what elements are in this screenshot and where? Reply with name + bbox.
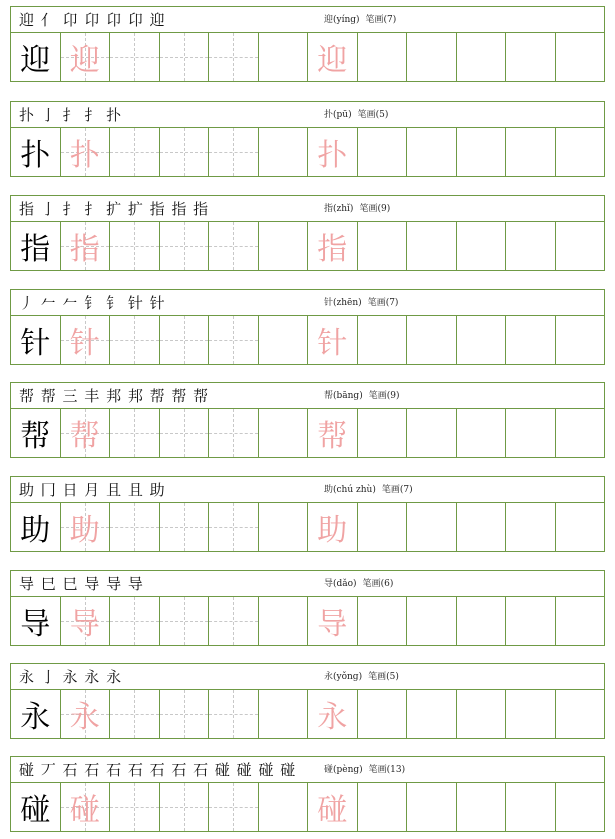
practice-cell[interactable] [259, 409, 309, 457]
stroke-order-row [10, 663, 605, 690]
practice-cell[interactable] [457, 783, 507, 831]
practice-cell[interactable] [358, 597, 408, 645]
trace-character: 永 [69, 700, 100, 735]
trace-cell[interactable] [61, 128, 111, 176]
practice-cell[interactable] [457, 222, 507, 270]
practice-cell[interactable] [160, 597, 210, 645]
model-character: 指 [20, 232, 51, 267]
practice-cell[interactable] [160, 690, 210, 738]
stroke-count-label: 笔画(7) [365, 15, 397, 25]
practice-cell[interactable] [457, 503, 507, 551]
trace-cell[interactable] [308, 690, 358, 738]
practice-cell[interactable] [506, 503, 556, 551]
stroke-sequence: 永 亅 永 永 永 [19, 668, 123, 686]
practice-cell[interactable] [457, 690, 507, 738]
stroke-count-label: 笔画(13) [368, 765, 406, 775]
writing-grid [10, 502, 605, 552]
practice-cell[interactable] [506, 597, 556, 645]
pinyin-label: 迎(yíng) [324, 15, 360, 25]
model-character: 永 [20, 700, 51, 735]
practice-cell[interactable] [556, 503, 605, 551]
pinyin-label: 针(zhēn) [324, 298, 362, 308]
pinyin-label: 指(zhǐ) [324, 204, 354, 214]
stroke-order-row [10, 6, 605, 33]
practice-cell[interactable] [110, 503, 160, 551]
practice-cell[interactable] [457, 128, 507, 176]
model-cell[interactable] [11, 503, 61, 551]
pinyin-label: 助(chú zhù) [324, 485, 376, 495]
practice-cell[interactable] [259, 222, 309, 270]
practice-cell[interactable] [556, 783, 605, 831]
model-character: 助 [20, 513, 51, 548]
pinyin-info [324, 577, 399, 591]
model-character: 帮 [20, 419, 51, 454]
stroke-count-label: 笔画(5) [368, 672, 399, 682]
trace-character: 助 [69, 513, 100, 548]
pinyin-info [324, 108, 394, 122]
practice-cell[interactable] [110, 128, 160, 176]
practice-cell[interactable] [556, 690, 605, 738]
model-cell[interactable] [11, 690, 61, 738]
trace-character: 迎 [317, 43, 348, 78]
trace-cell[interactable] [61, 33, 111, 81]
stroke-order-row [10, 101, 605, 128]
practice-cell[interactable] [110, 33, 160, 81]
stroke-order-row [10, 570, 605, 597]
practice-cell[interactable] [506, 783, 556, 831]
trace-character: 扑 [317, 138, 348, 173]
practice-cell[interactable] [457, 33, 507, 81]
pinyin-info [324, 202, 396, 216]
practice-cell[interactable] [209, 409, 259, 457]
trace-character: 指 [317, 232, 348, 267]
practice-cell[interactable] [259, 33, 309, 81]
pinyin-label: 扑(pū) [324, 110, 352, 120]
practice-cell[interactable] [209, 503, 259, 551]
writing-grid [10, 127, 605, 177]
practice-cell[interactable] [209, 783, 259, 831]
stroke-count-label: 笔画(5) [357, 110, 389, 120]
pinyin-label: 帮(bāng) [324, 391, 363, 401]
practice-cell[interactable] [259, 503, 309, 551]
trace-cell[interactable] [61, 409, 111, 457]
model-cell[interactable] [11, 597, 61, 645]
practice-cell[interactable] [407, 316, 457, 364]
trace-character: 助 [317, 513, 348, 548]
writing-grid [10, 689, 605, 739]
trace-character: 针 [317, 326, 348, 361]
practice-cell[interactable] [358, 690, 408, 738]
model-character: 针 [20, 326, 51, 361]
practice-cell[interactable] [556, 128, 605, 176]
writing-grid [10, 596, 605, 646]
pinyin-info [324, 670, 405, 684]
stroke-sequence: 导 巳 巳 导 导 导 [19, 575, 144, 593]
practice-cell[interactable] [209, 597, 259, 645]
practice-cell[interactable] [259, 597, 309, 645]
model-cell[interactable] [11, 409, 61, 457]
stroke-order-row [10, 382, 605, 409]
practice-cell[interactable] [407, 33, 457, 81]
practice-cell[interactable] [110, 690, 160, 738]
practice-cell[interactable] [556, 33, 605, 81]
pinyin-info [324, 13, 402, 27]
practice-cell[interactable] [358, 503, 408, 551]
practice-cell[interactable] [209, 316, 259, 364]
trace-character: 碰 [69, 793, 100, 828]
model-character: 迎 [20, 43, 51, 78]
writing-grid [10, 782, 605, 832]
stroke-sequence: 指 亅 扌 扌 扩 扩 指 指 指 [19, 200, 210, 218]
practice-cell[interactable] [160, 783, 210, 831]
trace-cell[interactable] [61, 316, 111, 364]
trace-cell[interactable] [308, 316, 358, 364]
trace-cell[interactable] [308, 33, 358, 81]
practice-cell[interactable] [457, 316, 507, 364]
model-cell[interactable] [11, 33, 61, 81]
stroke-order-row [10, 476, 605, 503]
practice-cell[interactable] [160, 409, 210, 457]
trace-cell[interactable] [61, 690, 111, 738]
stroke-count-label: 笔画(6) [362, 579, 394, 589]
writing-grid [10, 221, 605, 271]
stroke-sequence: 丿 𠂉 𠂉 钅 钅 针 针 [19, 294, 166, 312]
practice-cell[interactable] [506, 690, 556, 738]
trace-character: 指 [69, 232, 100, 267]
practice-cell[interactable] [556, 316, 605, 364]
practice-cell[interactable] [358, 316, 408, 364]
trace-character: 扑 [69, 138, 100, 173]
practice-cell[interactable] [407, 222, 457, 270]
practice-cell[interactable] [506, 128, 556, 176]
pinyin-label: 导(dǎo) [324, 579, 357, 589]
writing-grid [10, 315, 605, 365]
trace-cell[interactable] [61, 783, 111, 831]
stroke-count-label: 笔画(7) [381, 485, 413, 495]
practice-cell[interactable] [110, 222, 160, 270]
practice-cell[interactable] [110, 597, 160, 645]
practice-cell[interactable] [506, 33, 556, 81]
stroke-count-label: 笔画(9) [359, 204, 391, 214]
stroke-count-label: 笔画(7) [367, 298, 399, 308]
stroke-count-label: 笔画(9) [368, 391, 400, 401]
trace-character: 迎 [69, 43, 100, 78]
trace-cell[interactable] [61, 503, 111, 551]
trace-character: 碰 [317, 793, 348, 828]
practice-cell[interactable] [110, 316, 160, 364]
pinyin-label: 永(yǒng) [324, 672, 363, 682]
practice-cell[interactable] [259, 316, 309, 364]
practice-cell[interactable] [160, 316, 210, 364]
practice-cell[interactable] [407, 597, 457, 645]
practice-cell[interactable] [407, 503, 457, 551]
practice-cell[interactable] [407, 128, 457, 176]
model-character: 碰 [20, 793, 51, 828]
stroke-sequence: 助 冂 日 月 且 且 助 [19, 481, 166, 499]
practice-cell[interactable] [110, 783, 160, 831]
practice-cell[interactable] [358, 783, 408, 831]
writing-grid [10, 32, 605, 82]
pinyin-info [324, 296, 404, 310]
practice-cell[interactable] [160, 128, 210, 176]
pinyin-info [324, 483, 419, 497]
trace-cell[interactable] [308, 783, 358, 831]
practice-cell[interactable] [209, 690, 259, 738]
pinyin-info [324, 389, 405, 403]
practice-cell[interactable] [506, 316, 556, 364]
pinyin-label: 碰(pèng) [324, 765, 363, 775]
practice-cell[interactable] [407, 690, 457, 738]
trace-character: 导 [69, 607, 100, 642]
trace-cell[interactable] [308, 503, 358, 551]
stroke-sequence: 扑 亅 扌 扌 扑 [19, 106, 123, 124]
model-cell[interactable] [11, 316, 61, 364]
practice-cell[interactable] [358, 128, 408, 176]
trace-character: 针 [69, 326, 100, 361]
writing-grid [10, 408, 605, 458]
model-cell[interactable] [11, 222, 61, 270]
practice-cell[interactable] [358, 33, 408, 81]
practice-cell[interactable] [160, 33, 210, 81]
pinyin-info [324, 763, 411, 777]
practice-cell[interactable] [556, 222, 605, 270]
stroke-order-row [10, 289, 605, 316]
practice-cell[interactable] [506, 409, 556, 457]
trace-character: 永 [317, 700, 348, 735]
trace-cell[interactable] [308, 597, 358, 645]
stroke-sequence: 碰 丆 石 石 石 石 石 石 石 碰 碰 碰 碰 [19, 761, 297, 779]
practice-cell[interactable] [358, 409, 408, 457]
practice-cell[interactable] [259, 783, 309, 831]
practice-cell[interactable] [506, 222, 556, 270]
trace-cell[interactable] [308, 409, 358, 457]
trace-cell[interactable] [61, 597, 111, 645]
stroke-sequence: 迎 亻 卬 卬 卬 卬 迎 [19, 11, 166, 29]
practice-cell[interactable] [259, 128, 309, 176]
trace-character: 导 [317, 607, 348, 642]
practice-cell[interactable] [556, 597, 605, 645]
trace-cell[interactable] [61, 222, 111, 270]
stroke-order-row [10, 756, 605, 783]
practice-cell[interactable] [209, 222, 259, 270]
practice-cell[interactable] [407, 783, 457, 831]
trace-cell[interactable] [308, 128, 358, 176]
practice-cell[interactable] [259, 690, 309, 738]
practice-cell[interactable] [457, 409, 507, 457]
practice-cell[interactable] [110, 409, 160, 457]
practice-cell[interactable] [556, 409, 605, 457]
model-character: 扑 [20, 138, 51, 173]
trace-character: 帮 [317, 419, 348, 454]
stroke-sequence: 帮 帮 三 丰 邦 邦 帮 帮 帮 [19, 387, 210, 405]
practice-cell[interactable] [160, 222, 210, 270]
trace-character: 帮 [69, 419, 100, 454]
practice-cell[interactable] [160, 503, 210, 551]
practice-cell[interactable] [457, 597, 507, 645]
practice-cell[interactable] [209, 128, 259, 176]
model-cell[interactable] [11, 783, 61, 831]
model-character: 导 [20, 607, 51, 642]
model-cell[interactable] [11, 128, 61, 176]
trace-cell[interactable] [308, 222, 358, 270]
practice-cell[interactable] [407, 409, 457, 457]
stroke-order-row [10, 195, 605, 222]
practice-cell[interactable] [358, 222, 408, 270]
practice-cell[interactable] [209, 33, 259, 81]
